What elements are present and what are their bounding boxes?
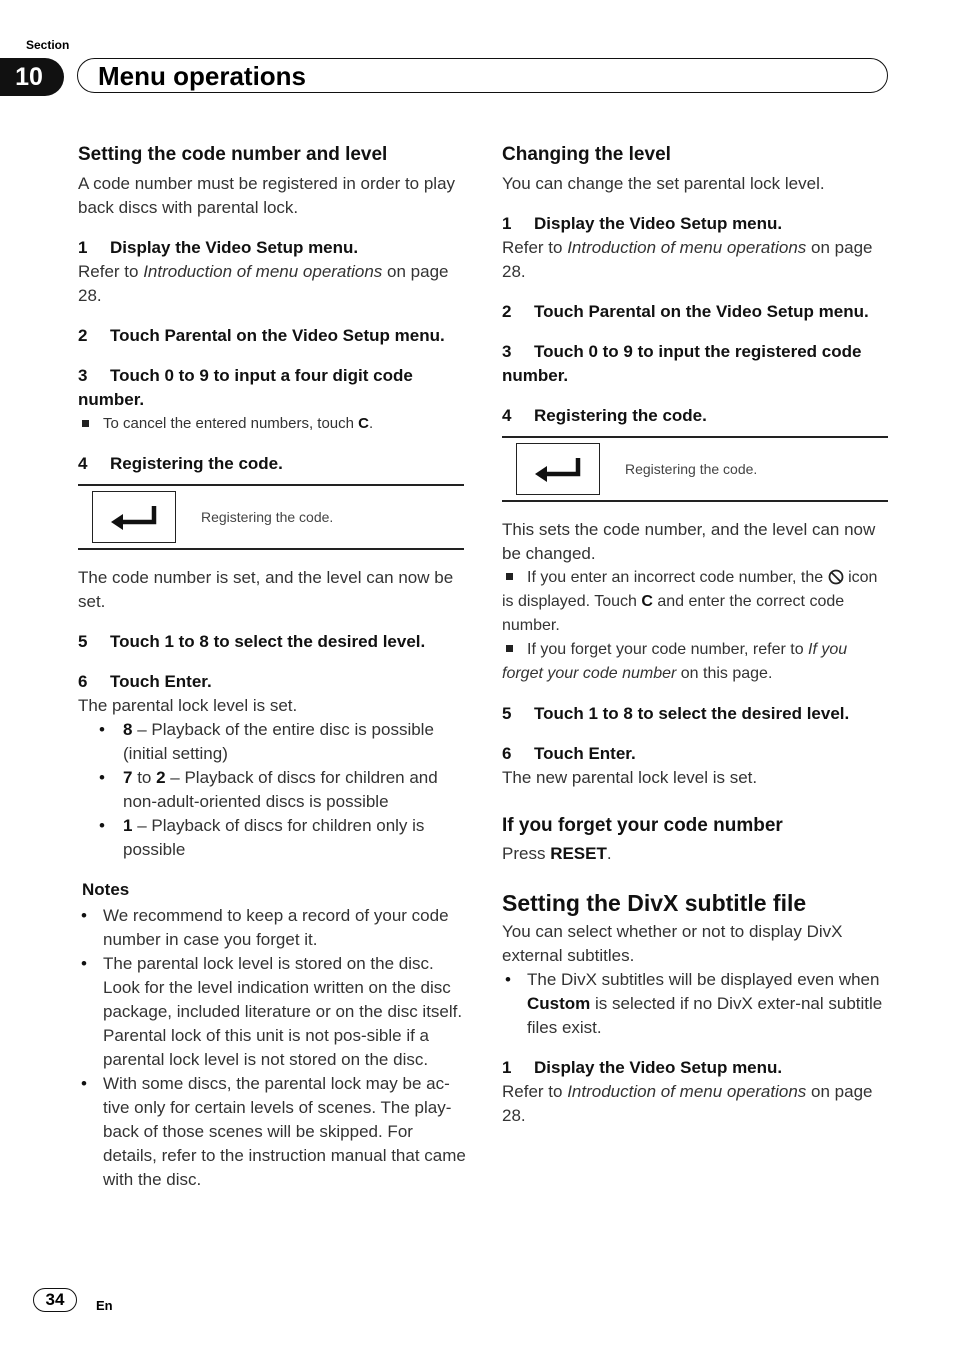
list-item: • We recommend to keep a record of your code number in case you forget it. (78, 904, 466, 952)
after-table-text: This sets the code number, and the level can now be changed. (502, 520, 876, 563)
divx-notes (502, 968, 890, 1040)
list-item: • 8 – Playback of the entire disc is possible (initial setting) (78, 718, 466, 766)
square-bullet-icon (506, 573, 513, 580)
list-item: • 1 – Playback of discs for children only is possible (78, 814, 466, 862)
step-6: 6 Touch Enter. (502, 744, 636, 763)
step-3: 3 Touch 0 to 9 to input the registered code number. (502, 342, 862, 385)
register-table (78, 484, 464, 550)
square-bullet-icon (82, 420, 89, 427)
step-1: 1 Display the Video Setup menu. (502, 214, 783, 233)
step-5: 5 Touch 1 to 8 to select the desired level. (78, 632, 426, 651)
step-1-ref: Refer to Introduction of menu operations on page 28. (78, 262, 449, 305)
list-item: • The parental lock level is stored on the disc. Look for the level indication written on the disc package, included literature or on the disc itself. Parental lock of this unit is not pos-sible if a parental lock level is not stored on the disc. (78, 952, 466, 1072)
after-table-text: The code number is set, and the level can now be set. (78, 568, 454, 611)
step-6: 6 Touch Enter. (78, 672, 212, 691)
forget-instruction: Press RESET. (502, 844, 612, 863)
step-1-ref: Refer to Introduction of menu operations on page 28. (502, 238, 873, 281)
divx-step-1: 1 Display the Video Setup menu. (502, 1058, 783, 1077)
step-2: 2 Touch Parental on the Video Setup menu. (78, 326, 445, 345)
enter-return-icon (531, 454, 585, 484)
notes-heading: Notes (82, 880, 130, 899)
notes-list (78, 904, 466, 1192)
page-number: 34 (33, 1288, 77, 1312)
forget-link[interactable]: If you forget your code number (502, 641, 848, 682)
list-item: • 7 to 2 – Playback of discs for children and non-adult-oriented discs is possible (78, 766, 466, 814)
heading-change-level: Changing the level (502, 144, 671, 165)
no-entry-icon (828, 569, 844, 585)
enter-button[interactable] (92, 491, 176, 543)
divx-step-1-ref: Refer to Introduction of menu operations on page 28. (502, 1082, 873, 1125)
ref-link[interactable]: Introduction of menu operations (567, 238, 807, 257)
intro-text: You can change the set parental lock level. (502, 174, 825, 193)
step-5: 5 Touch 1 to 8 to select the desired level. (502, 704, 850, 723)
register-table-label: Registering the code. (625, 461, 758, 477)
ref-link[interactable]: Introduction of menu operations (567, 1082, 807, 1101)
register-table-label: Registering the code. (201, 509, 334, 525)
level-list (78, 718, 466, 862)
step-2: 2 Touch Parental on the Video Setup menu. (502, 302, 869, 321)
square-bullet-icon (506, 645, 513, 652)
step-3-note: To cancel the entered numbers, touch C. (78, 412, 466, 436)
list-item: • With some discs, the parental lock may be ac-tive only for certain levels of scenes. The play-back of those scenes will be skipped. For details, refer to the instruction manual that came with the disc. (78, 1072, 466, 1192)
register-table (502, 436, 888, 502)
step-1: 1 Display the Video Setup menu. (78, 238, 359, 257)
page-title: Menu operations (98, 61, 307, 91)
enter-button[interactable] (516, 443, 600, 495)
section-label: Section (26, 38, 70, 52)
left-column (78, 143, 466, 1192)
language-label: En (96, 1298, 113, 1313)
right-column (502, 143, 890, 1128)
step-4: 4 Registering the code. (78, 454, 283, 473)
list-item: • The DivX subtitles will be displayed even when Custom is selected if no DivX exter-nal subtitle files exist. (502, 968, 890, 1040)
step-6-result: The parental lock level is set. (78, 696, 298, 715)
step-3: 3 Touch 0 to 9 to input a four digit code number. (78, 366, 413, 409)
heading-forget-code: If you forget your code number (502, 815, 783, 836)
heading-divx-subtitle: Setting the DivX subtitle file (502, 890, 807, 916)
forget-code-note: If you forget your code number, refer to If you forget your code number on this page. (502, 641, 848, 682)
heading-set-code: Setting the code number and level (78, 144, 388, 165)
ref-link[interactable]: Introduction of menu operations (143, 262, 383, 281)
step-4: 4 Registering the code. (502, 406, 707, 425)
intro-text: A code number must be registered in order to play back discs with parental lock. (78, 174, 456, 217)
enter-return-icon (107, 502, 161, 532)
incorrect-code-note: If you enter an incorrect code number, the icon is displayed. Touch C and enter the correct code number. (502, 569, 878, 634)
step-6-result: The new parental lock level is set. (502, 768, 758, 787)
section-number: 10 (0, 58, 64, 96)
divx-intro: You can select whether or not to display DivX external subtitles. (502, 922, 843, 965)
